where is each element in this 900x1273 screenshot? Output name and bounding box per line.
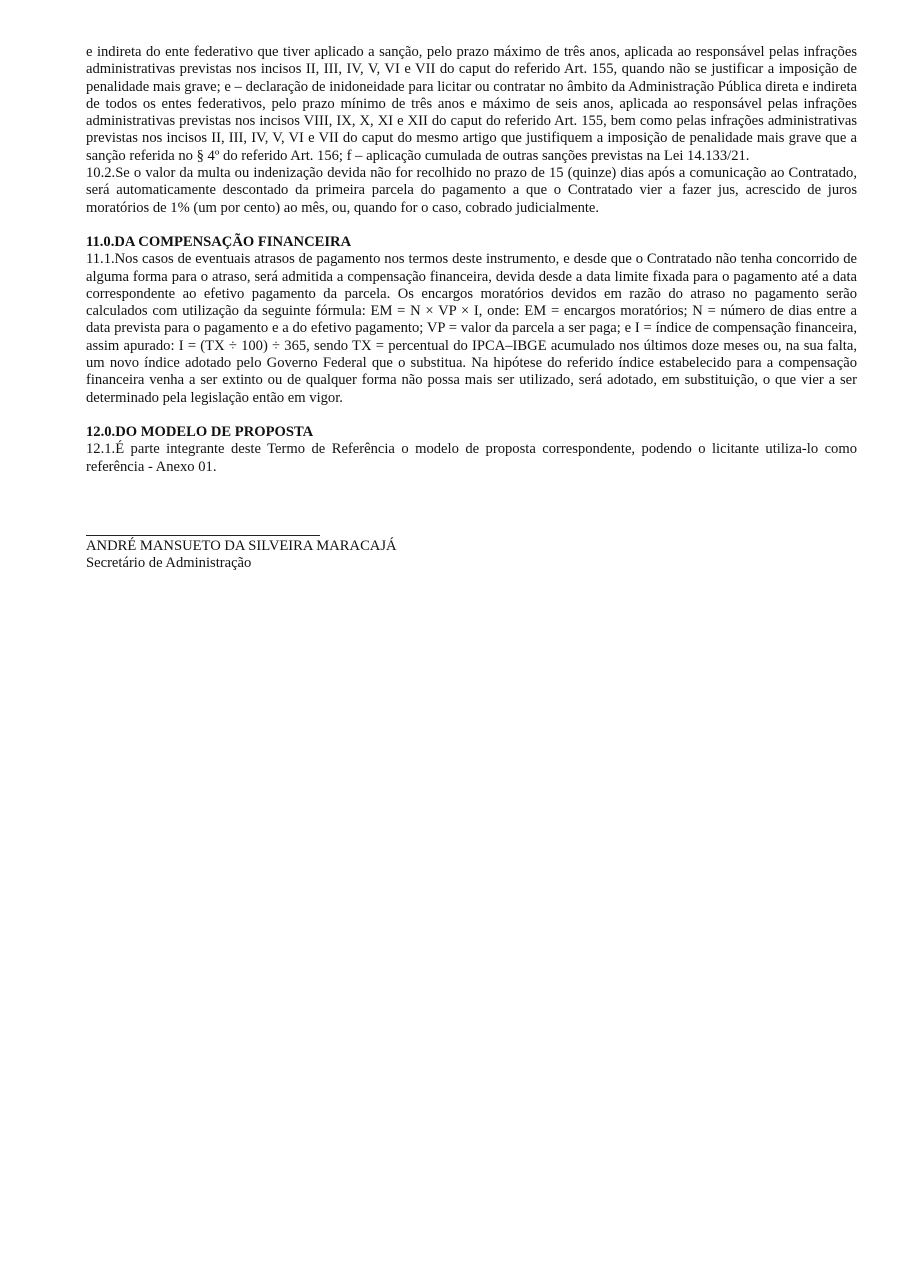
- clause-12-1: 12.1.É parte integrante deste Termo de Referência o modelo de proposta correspondente, podendo o licitante utiliza-lo como referência - Anexo 01.: [86, 441, 857, 475]
- section-11-title: 11.0.DA COMPENSAÇÃO FINANCEIRA: [86, 233, 352, 250]
- paragraph-continuation: e indireta do ente federativo que tiver aplicado a sanção, pelo prazo máximo de três anos, aplicada ao responsável pelas infrações administrativas previstas nos incisos II, III, IV, V, VI e VII do caput do referido Art. 155, quando não se justificar a imposição de penalidade mais grave; e – declaração de inidoneidade para licitar ou contratar no âmbito da Administração Pública direta e indireta de todos os entes federativos, pelo prazo mínimo de três anos e máximo de seis anos, aplicada ao responsável pelas infrações administrativas previstas nos incisos VIII, IX, X, XI e XII do caput do referido Art. 155, bem como pelas infrações administrativas previstas nos incisos II, III, IV, V, VI e VII do caput do mesmo artigo que justifiquem a imposição de penalidade mais grave que a sanção referida no § 4º do referido Art. 156; f – aplicação cumulada de outras sanções previstas na Lei 14.133/21.: [86, 44, 857, 164]
- signatory-title: Secretário de Administração: [86, 555, 252, 572]
- signature-block: [86, 528, 857, 573]
- signature-line: [86, 528, 320, 536]
- clause-10-2: 10.2.Se o valor da multa ou indenização devida não for recolhido no prazo de 15 (quinze) dias após a comunicação ao Contratado, será automaticamente descontado da primeira parcela do pagamento a que o Contratado vier a fazer jus, acrescido de juros moratórios de 1% (um por cento) ao mês, ou, quando for o caso, cobrado judicialmente.: [86, 165, 857, 216]
- spacer: [86, 407, 857, 424]
- clause-11-1: 11.1.Nos casos de eventuais atrasos de pagamento nos termos deste instrumento, e desde que o Contratado não tenha concorrido de alguma forma para o atraso, será admitida a compensação financeira, devida desde a data limite fixada para o pagamento até a data correspondente ao efetivo pagamento da parcela. Os encargos moratórios devidos em razão do atraso no pagamento serão calculados com utilização da seguinte fórmula: EM = N × VP × I, onde: EM = encargos moratórios; N = número de dias entre a data prevista para o pagamento e a do efetivo pagamento; VP = valor da parcela a ser paga; e I = índice de compensação financeira, assim apurado: I = (TX ÷ 100) ÷ 365, sendo TX = percentual do IPCA–IBGE acumulado nos últimos doze meses ou, na sua falta, um novo índice adotado pelo Governo Federal que o substitua. Na hipótese do referido índice estabelecido para a compensação financeira venha a ser extinto ou de qualquer forma não possa mais ser utilizado, será adotado, em substituição, o que vier a ser determinado pela legislação então em vigor.: [86, 251, 857, 406]
- section-12-title: 12.0.DO MODELO DE PROPOSTA: [86, 423, 314, 440]
- document-page: [86, 44, 857, 572]
- signatory-name: ANDRÉ MANSUETO DA SILVEIRA MARACAJÁ: [86, 537, 397, 554]
- spacer: [86, 217, 857, 234]
